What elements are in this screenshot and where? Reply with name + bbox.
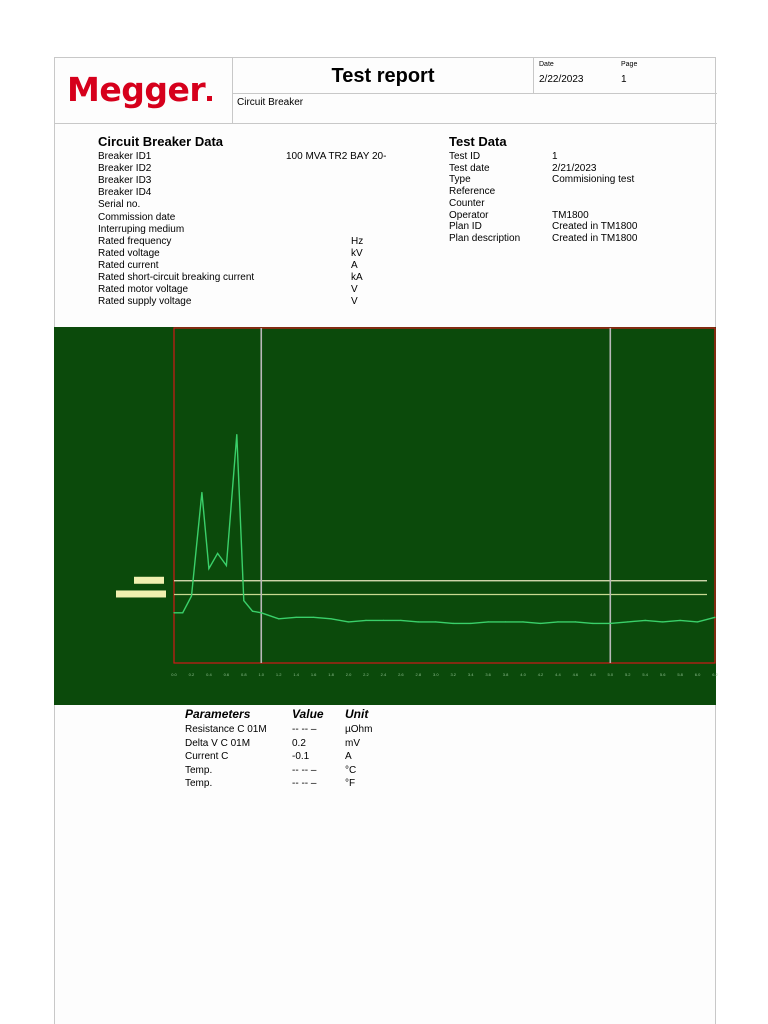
data-point [383,620,384,621]
report-title: Test report [331,65,435,87]
breaker-field-unit: A [351,259,358,271]
data-point [627,621,628,622]
x-tick-label: 6.0 [694,672,701,677]
data-point [592,623,593,624]
x-tick-label: 1.8 [328,672,334,677]
parameter-unit: A [345,751,352,762]
x-tick-label: 1.0 [258,672,265,677]
test-field-value: Commisioning test [552,174,635,186]
x-tick-label: 2.2 [363,672,369,677]
chart-svg [54,327,716,705]
x-tick-label: 5.4 [642,672,648,677]
x-tick-label: 5.0 [607,672,614,677]
x-tick-label: 2.8 [415,672,422,677]
data-point [505,621,506,622]
data-point [182,612,183,613]
date-label: Date [539,61,554,68]
x-tick-label: 5.2 [624,672,631,677]
breaker-field-label: Breaker ID3 [98,175,152,187]
date-value: 2/22/2023 [539,74,584,85]
data-point [269,615,270,616]
data-point [522,621,523,622]
data-point [418,621,419,622]
data-point [679,620,680,621]
data-point [697,621,698,622]
breaker-field-label: Rated short-circuit breaking current [98,272,255,283]
breaker-field-label: Interruping medium [98,223,185,235]
x-tick-label: 1.6 [310,672,317,677]
x-tick-label: 3.0 [432,672,439,677]
parameter-name: Delta V C 01M [185,737,251,749]
breaker-field-label: Breaker ID1 [98,151,152,162]
data-point [365,620,366,621]
test-field-value: 2/21/2023 [552,162,597,174]
data-point [610,623,611,624]
parameter-name: Temp. [185,778,213,789]
page-label: Page [621,61,638,68]
test-field-label: Type [449,174,471,186]
data-point [488,621,489,622]
data-point [645,620,646,621]
page-value: 1 [621,74,627,85]
parameters-header: Unit [345,707,369,721]
breaker-field-label: Rated current [98,259,159,271]
parameter-value: -- -- – [292,764,317,776]
data-point [453,623,454,624]
subtitle-cell [233,94,717,124]
breaker-field-unit: V [351,284,358,296]
test-field-value: TM1800 [552,209,589,221]
breaker-field-unit: kV [351,247,363,259]
x-tick-label: 4.0 [520,672,526,677]
test-field-value: Created in TM1800 [552,221,638,233]
data-point [261,612,262,613]
test-field-label: Operator [449,209,489,221]
data-point [714,617,715,618]
data-point [217,553,218,554]
test-field-value: 1 [552,151,558,162]
data-point [470,623,471,624]
parameter-unit: °C [345,764,357,776]
parameter-value: 0.2 [292,737,306,749]
x-tick-label: 0.2 [188,672,195,677]
data-point [278,618,279,619]
data-point [226,565,227,566]
data-point [575,621,576,622]
test-field-label: Plan description [449,232,521,244]
x-tick-label: 4.8 [590,672,596,677]
data-point [208,568,209,569]
parameter-name: Current C [185,751,229,762]
parameter-value: -- -- – [292,724,317,735]
x-tick-label: 0.6 [223,672,230,677]
test-field-label: Counter [449,197,485,209]
data-point [400,620,401,621]
breaker-field-label: Rated motor voltage [98,284,189,296]
data-point [296,617,297,618]
breaker-field-label: Serial no. [98,199,141,211]
parameters-header: Value [292,707,324,721]
data-point [252,611,253,612]
data-point [191,595,192,596]
breaker-field-unit: Hz [351,235,364,247]
test-field-label: Test ID [449,151,481,162]
breaker-field-unit: V [351,296,358,308]
x-tick-label: 3.4 [467,672,474,677]
parameter-unit: mV [345,737,360,749]
x-tick-label: 5.6 [659,672,666,677]
logo-cell [55,58,233,124]
x-tick-label: 1.4 [293,672,299,677]
data-point [313,617,314,618]
data-point [348,621,349,622]
x-tick-label: 0.8 [241,672,247,677]
timing-chart [54,327,716,705]
threshold-marker [134,577,164,584]
data-point [540,623,541,624]
x-tick-label: 2.0 [345,672,352,677]
breaker-field-label: Breaker ID4 [98,187,152,199]
data-point [236,434,237,435]
parameter-value: -0.1 [292,751,310,762]
data-point [243,600,244,601]
test-field-label: Plan ID [449,221,482,233]
parameter-unit: µOhm [345,724,373,735]
data-point [330,618,331,619]
data-point [662,621,663,622]
parameter-unit: °F [345,778,356,789]
parameter-value: -- -- – [292,778,317,789]
plot-frame [174,328,715,663]
x-tick-label: 2.4 [380,672,387,677]
x-tick-label: 4.2 [537,672,544,677]
breaker-field-label: Rated supply voltage [98,296,192,308]
breaker-data-heading: Circuit Breaker Data [98,134,223,149]
x-tick-label: 1.2 [275,672,282,677]
x-tick-label: 6.2 [712,672,718,677]
test-field-label: Test date [449,162,490,174]
parameter-name: Temp. [185,764,213,776]
breaker-field-label: Breaker ID2 [98,163,152,175]
x-tick-label: 0.0 [171,672,177,677]
parameters-header: Parameters [185,707,251,721]
x-tick-label: 0.4 [206,672,212,677]
x-tick-label: 5.8 [677,672,683,677]
breaker-field-label: Rated voltage [98,247,160,259]
report-subtitle: Circuit Breaker [237,97,304,108]
data-point [557,621,558,622]
breaker-field-value: 100 MVA TR2 BAY 20- [286,151,387,162]
test-data-heading: Test Data [449,134,507,149]
threshold-marker [116,590,166,597]
x-tick-label: 4.4 [555,672,561,677]
test-field-value: Created in TM1800 [552,232,638,244]
date-page-cell [534,58,717,94]
x-tick-label: 3.2 [450,672,457,677]
data-point [435,621,436,622]
parameter-name: Resistance C 01M [185,724,267,735]
x-tick-label: 2.6 [398,672,404,677]
breaker-field-label: Rated frequency [98,235,172,247]
x-tick-label: 3.8 [502,672,509,677]
megger-logo: Megger [67,70,212,109]
data-point [173,612,174,613]
breaker-field-unit: kA [351,272,363,283]
title-cell [233,58,534,94]
test-field-label: Reference [449,186,496,198]
x-tick-label: 4.6 [572,672,579,677]
breaker-field-label: Commission date [98,211,176,223]
x-tick-label: 3.6 [485,672,491,677]
data-point [201,492,202,493]
